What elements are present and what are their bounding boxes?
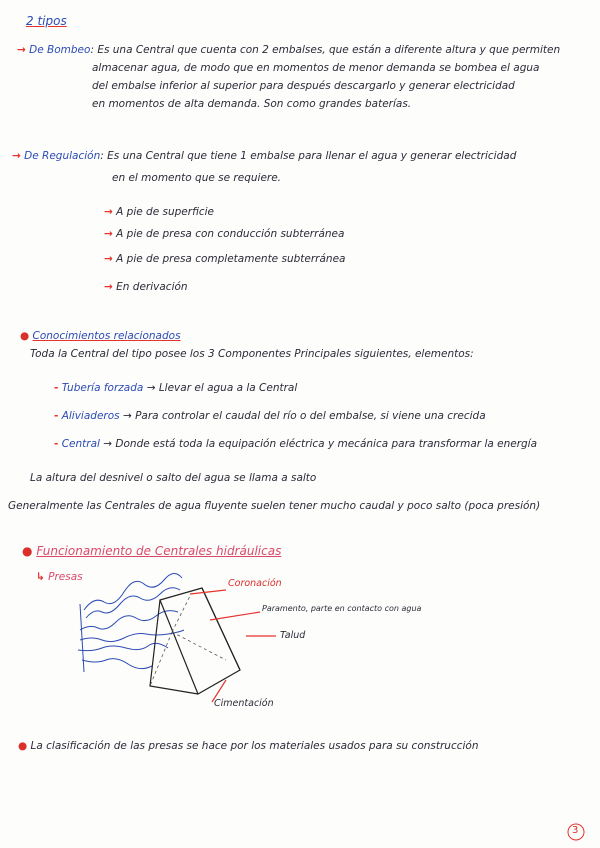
water-waves (78, 573, 184, 672)
label-coronacion: Coronación (228, 578, 282, 589)
label-cimentacion: Cimentación (214, 698, 274, 709)
section-title-conocimientos: ● Conocimientos relacionados (20, 330, 181, 342)
dam-hidden-edges (150, 596, 226, 686)
section-title-tipos: 2 tipos (26, 14, 67, 28)
page-number: 3 (572, 825, 579, 836)
bombeo-text: : Es una Central que cuenta con 2 embalses, que están a diferente altura y que permiten (90, 44, 561, 56)
arrow-icon: ↳ (36, 571, 45, 583)
component-tuberia: - Tubería forzada → Llevar el agua a la Central (54, 382, 298, 394)
component-aliviaderos: - Aliviaderos → Para controlar el caudal del río o del embalse, si viene una crecida (54, 410, 486, 422)
presas-subtitle: ↳ Presas (36, 571, 83, 583)
bullet-icon: ● (20, 330, 30, 342)
arrow-icon: → (104, 206, 113, 218)
bombeo-line-2: almacenar agua, de modo que en momentos de menor demanda se bombea el agua (92, 62, 540, 74)
bombeo-line-3: del embalse inferior al superior para después descargarlo y generar electricidad (92, 80, 515, 92)
label-paramento: Paramento, parte en contacto con agua (262, 604, 422, 613)
bombeo-line-4: en momentos de alta demanda. Son como grandes baterías. (92, 98, 412, 110)
regulacion-line-2: en el momento que se requiere. (112, 172, 282, 184)
components-intro: Toda la Central del tipo posee los 3 Componentes Principales siguientes, elementos: (30, 348, 474, 360)
regulacion-item-3: → A pie de presa completamente subterránea (104, 253, 346, 265)
bullet-icon: ● (18, 740, 28, 752)
presas-clasificacion: ● La clasificación de las presas se hace por los materiales usados para su construcción (18, 740, 479, 752)
bullet-icon: ● (22, 544, 33, 558)
arrow-icon: → (17, 44, 26, 56)
fluyente-line: Generalmente las Centrales de agua fluyente suelen tener mucho caudal y poco salto (poca presión) (8, 500, 541, 512)
salto-line: La altura del desnivel o salto del agua se llama a salto (30, 472, 317, 484)
bombeo-label: De Bombeo (29, 44, 91, 56)
arrow-icon: → (104, 281, 113, 293)
dam-outline (150, 588, 240, 694)
regulacion-item-2: → A pie de presa con conducción subterránea (104, 228, 345, 240)
label-talud: Talud (280, 630, 306, 641)
section-title-funcionamiento: ● Funcionamiento de Centrales hidráulicas (22, 544, 282, 558)
arrow-icon: → (104, 228, 113, 240)
arrow-icon: → (12, 150, 21, 162)
component-central: - Central → Donde está toda la equipación eléctrica y mecánica para transformar la energía (54, 438, 538, 450)
arrow-icon: → (104, 253, 113, 265)
regulacion-label: De Regulación (24, 150, 101, 162)
regulacion-item-4: → En derivación (104, 281, 188, 293)
regulacion-text: : Es una Central que tiene 1 embalse para llenar el agua y generar electricidad (100, 150, 517, 162)
regulacion-item-1: → A pie de superficie (104, 206, 215, 218)
